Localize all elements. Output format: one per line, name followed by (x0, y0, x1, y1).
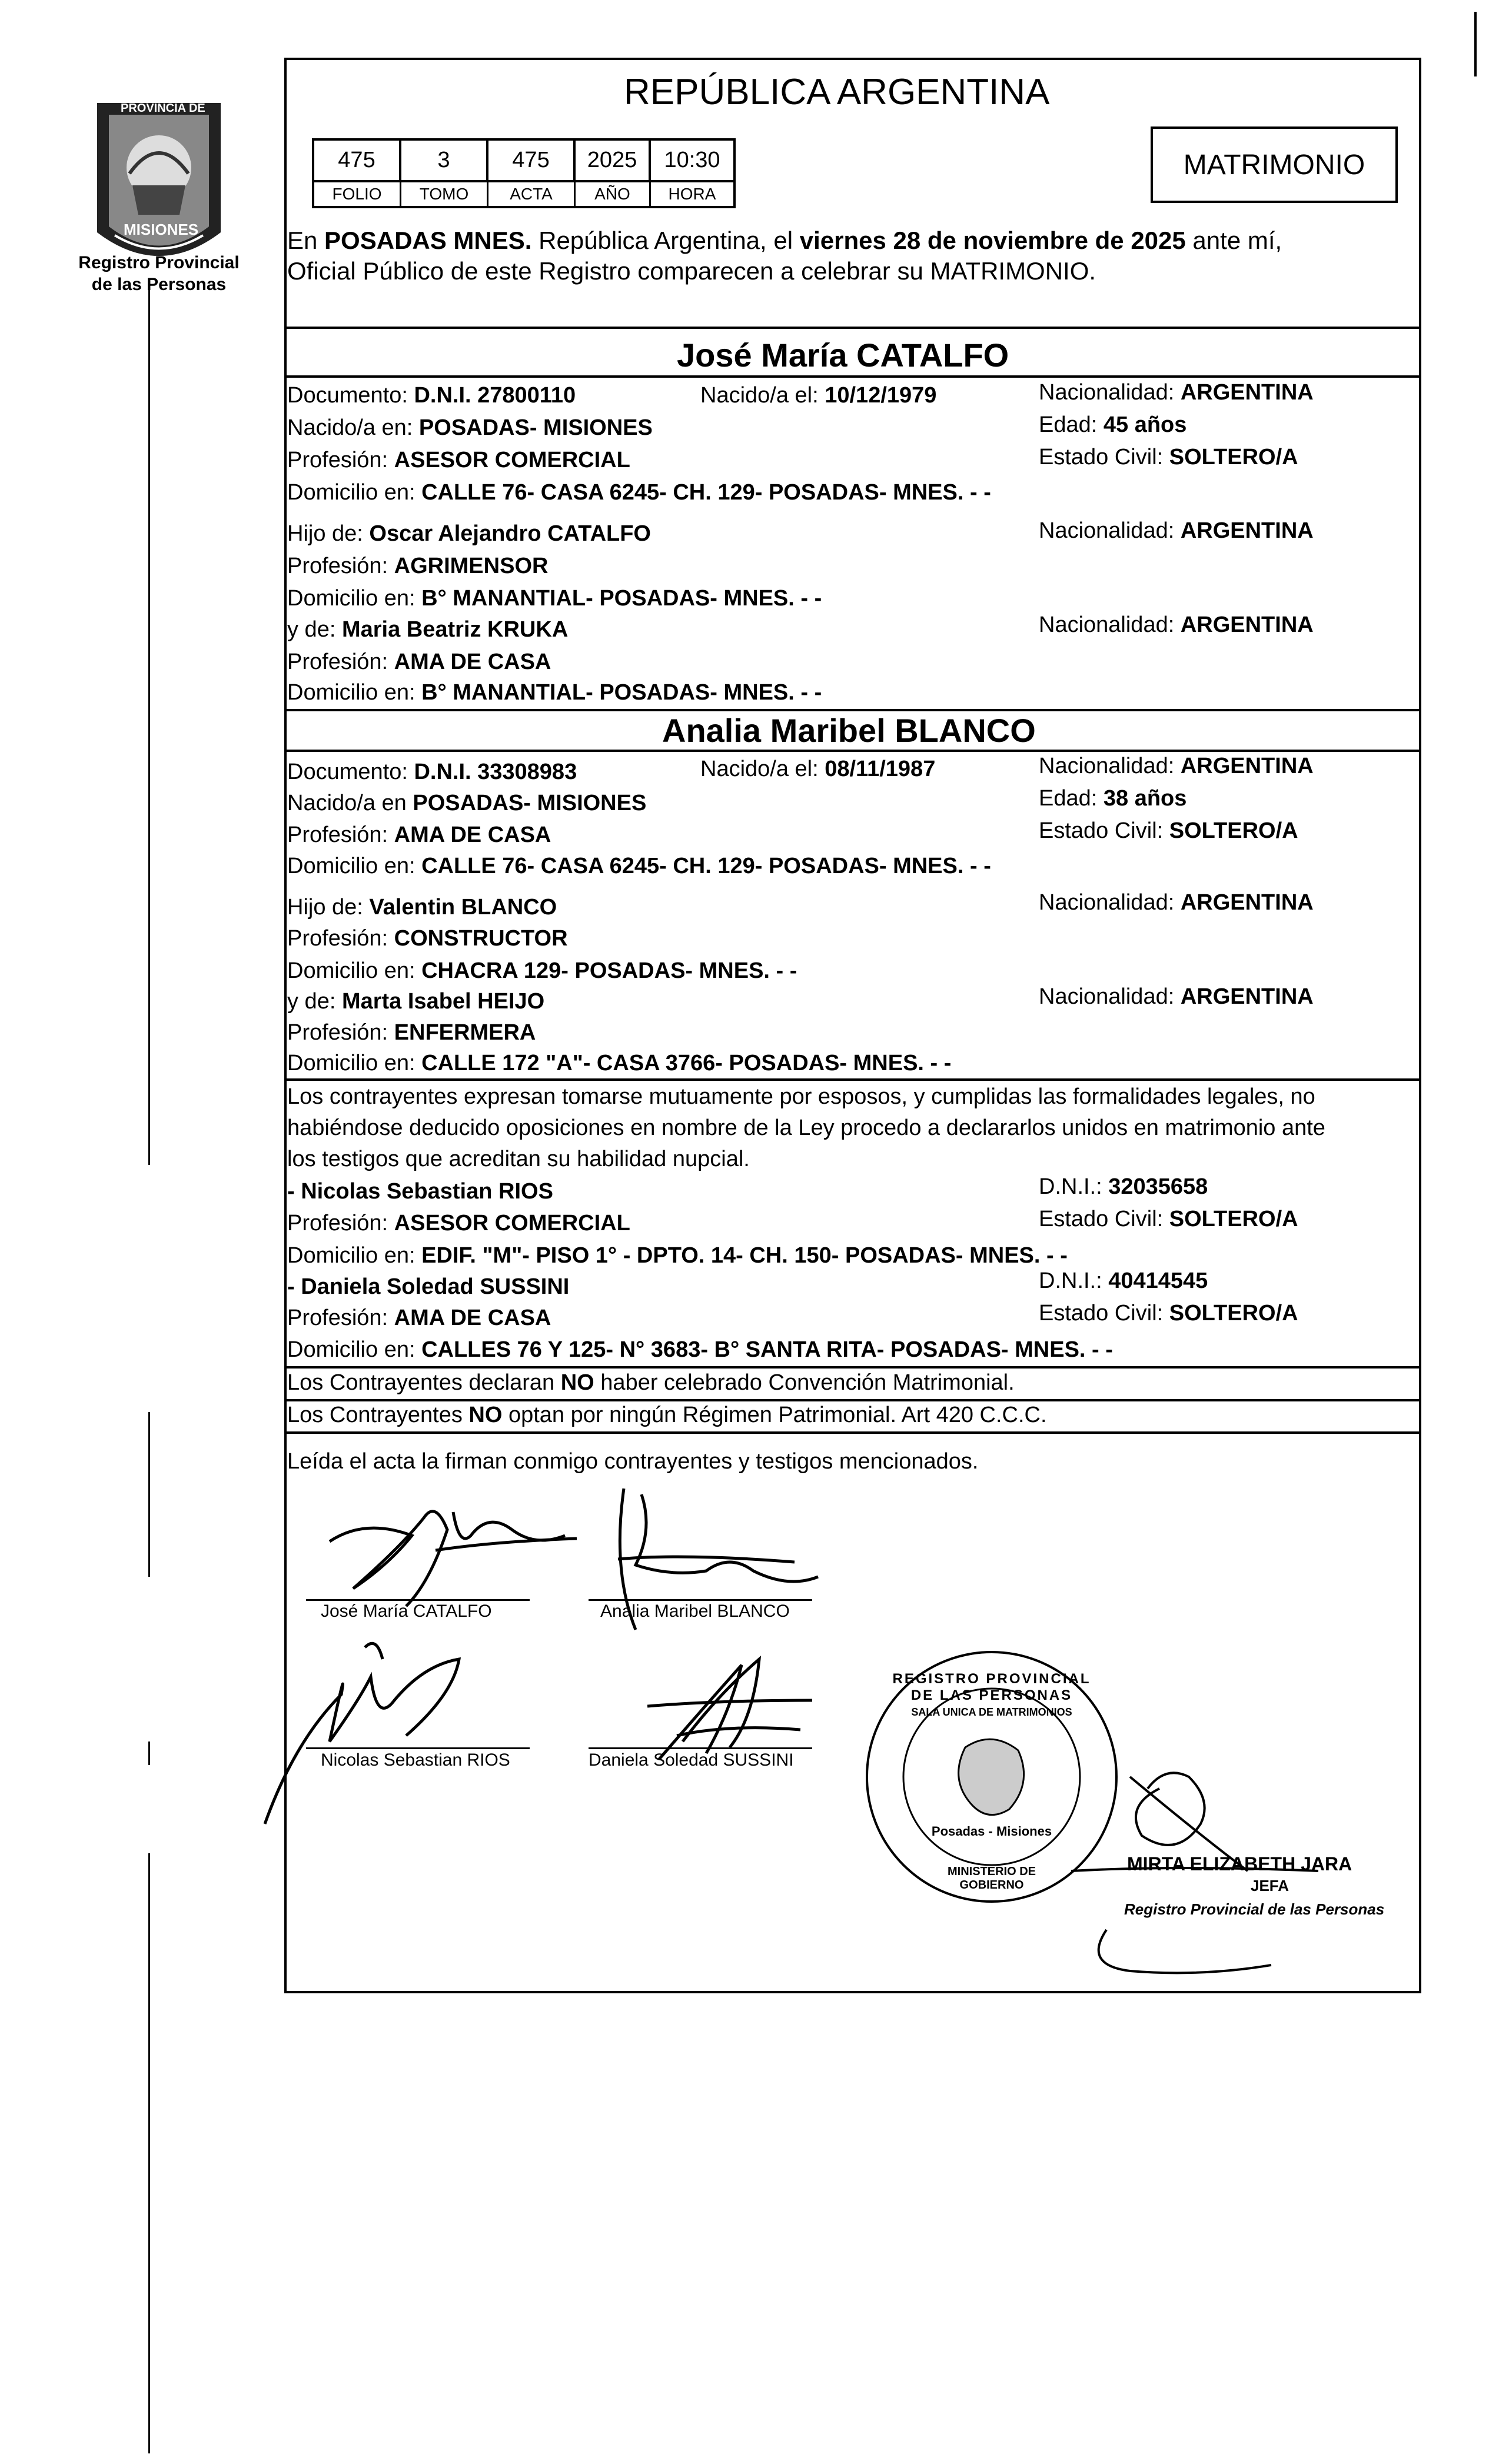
spouse2-civil (1039, 818, 1298, 844)
spouse1-doc (287, 382, 576, 408)
spouse1-born (700, 382, 936, 408)
value: AMA DE CASA (394, 1306, 551, 1330)
witness2-dni (1039, 1268, 1208, 1294)
declaration-line-2: habiéndose deducido oposiciones en nombre de la Ley procedo a declararlos unidos en matrimonio ante (287, 1116, 1325, 1140)
signature-label-2: Analia Maribel BLANCO (600, 1601, 790, 1621)
page-title: REPÚBLICA ARGENTINA (624, 72, 1050, 112)
intro-line-2: Oficial Público de este Registro comparecen a celebrar su MATRIMONIO. (287, 257, 1096, 285)
spouse2-name: Analia Maribel BLANCO (662, 712, 1036, 749)
value: ARGENTINA (1180, 518, 1314, 543)
label: Domicilio en: (287, 1051, 422, 1075)
tomo-label: TOMO (401, 182, 488, 206)
spouse1-age (1039, 412, 1186, 438)
signature-label-1: José María CATALFO (321, 1601, 492, 1621)
spouse1-addr (287, 480, 991, 505)
label: Estado Civil: (1039, 1301, 1169, 1326)
convention-line-1 (287, 1370, 1015, 1396)
spouse1-prof (287, 447, 630, 473)
value: 08/11/1987 (825, 757, 936, 781)
value: 38 años (1103, 786, 1187, 811)
acta-label: ACTA (488, 182, 576, 206)
intro-text: República Argentina, el (531, 227, 800, 254)
value: D.N.I. 27800110 (414, 383, 576, 408)
divider (284, 1078, 1421, 1081)
spouse2-mother-prof (287, 1020, 536, 1045)
spouse2-father-addr (287, 958, 797, 984)
spouse1-mother-prof (287, 649, 551, 675)
spouse2-addr (287, 853, 991, 879)
label: Nacionalidad: (1039, 754, 1181, 778)
label: Estado Civil: (1039, 818, 1169, 843)
registry-logo (74, 85, 244, 321)
record-type-box (1151, 126, 1398, 203)
label: Nacionalidad: (1039, 380, 1181, 405)
signature-label-4: Daniela Soledad SUSSINI (589, 1750, 794, 1770)
label: Domicilio en: (287, 480, 422, 505)
spouse1-nat (1039, 379, 1314, 405)
intro-text: En (287, 227, 325, 254)
folio-value: 475 (314, 141, 401, 180)
label: Profesión: (287, 823, 394, 847)
ano-label: AÑO (576, 182, 651, 206)
value: B° MANANTIAL- POSADAS- MNES. - - (421, 586, 822, 611)
divider (284, 327, 1421, 329)
logo-bottom-text: MISIONES (124, 221, 199, 238)
spouse2-bornin (287, 790, 646, 816)
record-values-row (312, 138, 736, 182)
spouse2-father-prof (287, 925, 568, 951)
signature-line (589, 1747, 812, 1749)
stamp-ministry-text: MINISTERIO DE GOBIERNO (947, 1865, 1036, 1892)
value: POSADAS- MISIONES (413, 791, 647, 815)
label: Hijo de: (287, 895, 370, 920)
signature-line (306, 1747, 530, 1749)
value: 10/12/1979 (825, 383, 937, 408)
witness1-dni (1039, 1174, 1208, 1200)
label: Profesión: (287, 1211, 394, 1236)
spouse2-mother-nat (1039, 984, 1314, 1010)
label: Domicilio en: (287, 958, 422, 983)
intro-date: viernes 28 de noviembre de 2025 (799, 227, 1186, 254)
value: CALLE 76- CASA 6245- CH. 129- POSADAS- MNES. - - (421, 854, 991, 878)
signature-label-3: Nicolas Sebastian RIOS (321, 1750, 510, 1770)
value: Valentin BLANCO (369, 895, 557, 920)
value: CONSTRUCTOR (394, 926, 568, 951)
signature-scribble-3 (259, 1624, 530, 1830)
label: Edad: (1039, 786, 1104, 811)
spouse1-father-addr (287, 585, 822, 611)
signature-scribble-2 (600, 1483, 836, 1647)
logo-arc-text: PROVINCIA DE (121, 102, 205, 115)
value: ENFERMERA (394, 1020, 536, 1045)
hora-value: 10:30 (664, 148, 720, 172)
signature-line (589, 1599, 812, 1601)
spouse2-nat (1039, 753, 1314, 779)
value: 32035658 (1108, 1174, 1208, 1199)
divider (284, 1431, 1421, 1434)
label: Domicilio en: (287, 586, 422, 611)
spouse2-age (1039, 785, 1186, 811)
value: AMA DE CASA (394, 823, 551, 847)
label: Estado Civil: (1039, 445, 1169, 470)
spouse2-born (700, 756, 935, 782)
value: ARGENTINA (1180, 612, 1314, 637)
divider (284, 709, 1421, 711)
witness1-prof (287, 1210, 630, 1236)
value: CALLE 172 "A"- CASA 3766- POSADAS- MNES. - - (421, 1051, 952, 1075)
label: Nacionalidad: (1039, 890, 1181, 915)
intro-text: ante mí, (1185, 227, 1282, 254)
label: D.N.I.: (1039, 1268, 1109, 1293)
spouse1-mother-nat (1039, 612, 1314, 638)
value: SOLTERO/A (1169, 818, 1298, 843)
text-bold: NO (468, 1403, 503, 1427)
label: Nacionalidad: (1039, 984, 1181, 1009)
record-type: MATRIMONIO (1183, 149, 1365, 181)
label: Nacido/a en: (287, 415, 419, 440)
spouse1-bornin (287, 415, 653, 441)
declaration-line-1: Los contrayentes expresan tomarse mutuamente por esposos, y cumplidas las formalidades legales, no (287, 1084, 1315, 1109)
label: Domicilio en: (287, 1243, 422, 1268)
value: ARGENTINA (1180, 890, 1314, 915)
value: SOLTERO/A (1169, 1301, 1298, 1326)
spouse1-mother (287, 617, 568, 642)
text: Los Contrayentes (287, 1403, 469, 1427)
value: ASESOR COMERCIAL (394, 448, 630, 472)
value: ARGENTINA (1180, 754, 1314, 778)
text: Los Contrayentes declaran (287, 1370, 561, 1395)
value: Maria Beatriz KRUKA (341, 617, 569, 642)
witness2-civil (1039, 1300, 1298, 1326)
label: Domicilio en: (287, 1337, 422, 1362)
label: Hijo de: (287, 521, 370, 546)
value: POSADAS- MISIONES (418, 415, 653, 440)
label: Edad: (1039, 412, 1104, 437)
value: Oscar Alejandro CATALFO (369, 521, 651, 546)
label: Profesión: (287, 448, 394, 472)
value: D.N.I. 33308983 (414, 760, 577, 784)
divider (284, 1399, 1421, 1401)
spouse1-father-prof (287, 553, 548, 579)
ano-value: 2025 (576, 141, 651, 180)
label: D.N.I.: (1039, 1174, 1109, 1199)
value: ASESOR COMERCIAL (394, 1211, 630, 1236)
witness2-name: - Daniela Soledad SUSSINI (287, 1274, 570, 1299)
witness2-prof (287, 1305, 551, 1331)
text: optan por ningún Régimen Patrimonial. Art 420 C.C.C. (502, 1403, 1047, 1427)
value: SOLTERO/A (1169, 1207, 1298, 1231)
label: y de: (287, 617, 342, 642)
label: Nacido/a el: (700, 757, 825, 781)
value: AGRIMENSOR (394, 554, 549, 578)
label: Profesión: (287, 926, 394, 951)
record-labels-row (312, 182, 736, 208)
value: AMA DE CASA (394, 650, 551, 674)
witness1-addr (287, 1243, 1068, 1268)
stamp-inner-text: SALA UNICA DE MATRIMONIOS (911, 1706, 1072, 1718)
intro-line-1 (287, 226, 1282, 255)
spouse2-father-nat (1039, 890, 1314, 915)
convention-line-2 (287, 1402, 1047, 1428)
label: Nacionalidad: (1039, 518, 1181, 543)
witness1-civil (1039, 1206, 1298, 1232)
divider (284, 1366, 1421, 1368)
stamp-bottom-text: Posadas - Misiones (931, 1824, 1052, 1839)
intro-place: POSADAS MNES. (324, 227, 532, 254)
value: B° MANANTIAL- POSADAS- MNES. - - (421, 680, 822, 705)
signature-scribble-1 (318, 1494, 589, 1612)
tomo-value: 3 (401, 141, 488, 180)
closing-text: Leída el acta la firman conmigo contrayentes y testigos mencionados. (287, 1449, 979, 1474)
value: CHACRA 129- POSADAS- MNES. - - (421, 958, 797, 983)
label: Nacido/a en (287, 791, 413, 815)
label: Documento: (287, 760, 414, 784)
spouse1-civil (1039, 444, 1298, 470)
declaration-line-3: los testigos que acreditan su habilidad nupcial. (287, 1147, 750, 1171)
text-bold: NO (560, 1370, 594, 1395)
spouse1-father-nat (1039, 518, 1314, 544)
label: Profesión: (287, 1020, 394, 1045)
spouse2-prof (287, 822, 551, 848)
signature-line (306, 1599, 530, 1601)
value: ARGENTINA (1180, 984, 1314, 1009)
witness2-addr (287, 1337, 1113, 1363)
label: Profesión: (287, 1306, 394, 1330)
label: y de: (287, 989, 342, 1014)
spouse2-father (287, 894, 557, 920)
spouse1-name: José María CATALFO (677, 337, 1009, 374)
spouse1-mother-addr (287, 680, 822, 705)
label: Nacionalidad: (1039, 612, 1181, 637)
logo-caption-line2: de las Personas (91, 275, 227, 294)
value: 40414545 (1108, 1268, 1208, 1293)
margin-line (148, 1742, 150, 1765)
value: SOLTERO/A (1169, 445, 1298, 470)
margin-line (148, 282, 150, 1165)
spouse1-father (287, 521, 651, 547)
label: Profesión: (287, 554, 394, 578)
text: haber celebrado Convención Matrimonial. (594, 1370, 1015, 1395)
value: EDIF. "M"- PISO 1° - DPTO. 14- CH. 150- POSADAS- MNES. - - (421, 1243, 1068, 1268)
spouse2-mother-addr (287, 1050, 951, 1076)
witness1-name: - Nicolas Sebastian RIOS (287, 1179, 553, 1204)
label: Estado Civil: (1039, 1207, 1169, 1231)
margin-line (148, 1853, 150, 2453)
stamp-outer-text: REGISTRO PROVINCIAL DE LAS PERSONAS (892, 1671, 1091, 1703)
label: Nacido/a el: (700, 383, 825, 408)
spouse2-mother (287, 988, 544, 1014)
hora-label: HORA (668, 185, 716, 203)
value: ARGENTINA (1180, 380, 1314, 405)
label: Domicilio en: (287, 854, 422, 878)
official-role: JEFA (1251, 1877, 1289, 1894)
official-office: Registro Provincial de las Personas (1124, 1900, 1385, 1918)
folio-label: FOLIO (314, 182, 401, 206)
label: Profesión: (287, 650, 394, 674)
margin-line (1474, 12, 1477, 76)
divider (284, 375, 1421, 378)
acta-value: 475 (488, 141, 576, 180)
label: Domicilio en: (287, 680, 422, 705)
value: Marta Isabel HEIJO (341, 989, 545, 1014)
logo-caption-line1: Registro Provincial (78, 253, 240, 272)
value: CALLES 76 Y 125- N° 3683- B° SANTA RITA- POSADAS- MNES. - - (421, 1337, 1113, 1362)
label: Documento: (287, 383, 414, 408)
spouse2-doc (287, 759, 577, 785)
divider (284, 750, 1421, 752)
value: 45 años (1103, 412, 1187, 437)
margin-line (148, 1412, 150, 1577)
official-name: MIRTA ELIZABETH JARA (1127, 1853, 1352, 1874)
value: CALLE 76- CASA 6245- CH. 129- POSADAS- MNES. - - (421, 480, 991, 505)
